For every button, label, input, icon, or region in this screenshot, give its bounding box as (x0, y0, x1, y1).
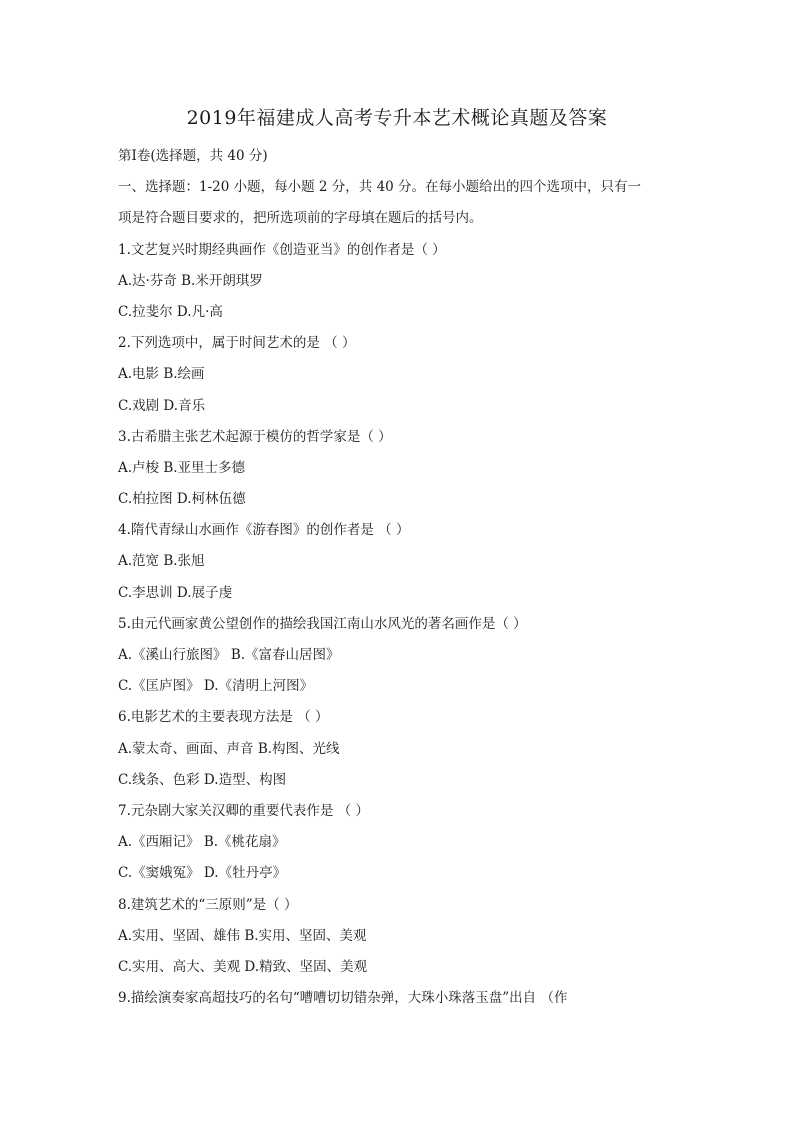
question-3-options-cd: C.柏拉图 D.柯林伍德 (118, 491, 246, 508)
question-5-options-ab: A.《溪山行旅图》 B.《富春山居图》 (118, 647, 340, 663)
document-body (118, 141, 683, 1014)
question-9: 9.描绘演奏家高超技巧的名句“嘈嘈切切错杂弹，大珠小珠落玉盘”出自 （作 (118, 990, 568, 1007)
question-5: 5.由元代画家黄公望创作的描绘我国江南山水风光的著名画作是（ ） (118, 615, 527, 632)
section-heading: 第Ⅰ卷(选择题，共 40 分) (118, 148, 268, 164)
question-1: 1.文艺复兴时期经典画作《创造亚当》的创作者是（ ） (118, 241, 446, 258)
question-3-options-ab: A.卢梭 B.亚里士多德 (118, 459, 246, 476)
question-1-options-cd: C.拉斐尔 D.凡·高 (118, 303, 223, 320)
question-6: 6.电影艺术的主要表现方法是 （ ） (118, 709, 329, 726)
question-7-options-ab: A.《西厢记》 B.《桃花扇》 (118, 834, 286, 851)
question-6-options-cd: C.线条、色彩 D.造型、构图 (118, 771, 287, 788)
question-8-options-ab: A.实用、坚固、雄伟 B.实用、坚固、美观 (118, 927, 367, 944)
question-8-options-cd: C.实用、高大、美观 D.精致、坚固、美观 (118, 958, 368, 975)
question-4-options-cd: C.李思训 D.展子虔 (118, 584, 233, 601)
question-2: 2.下列选项中，属于时间艺术的是 （ ） (118, 335, 356, 352)
question-4-options-ab: A.范宽 B.张旭 (118, 553, 205, 570)
document-title: 2019年福建成人高考专升本艺术概论真题及答案 (186, 107, 608, 129)
question-2-options-ab: A.电影 B.绘画 (118, 366, 205, 383)
question-3: 3.古希腊主张艺术起源于模仿的哲学家是（ ） (118, 428, 392, 445)
question-1-options-ab: A.达·芬奇 B.米开朗琪罗 (118, 272, 263, 289)
question-8: 8.建筑艺术的“三原则”是（ ） (118, 896, 298, 913)
question-7: 7.元杂剧大家关汉卿的重要代表作是 （ ） (118, 802, 369, 819)
question-7-options-cd: C.《窦娥冤》 D.《牡丹亭》 (118, 865, 287, 882)
instructions-line-2: 项是符合题目要求的，把所选项前的字母填在题后的括号内。 (118, 210, 483, 227)
question-5-options-cd: C.《匡庐图》 D.《清明上河图》 (118, 678, 314, 695)
question-2-options-cd: C.戏剧 D.音乐 (118, 397, 206, 414)
question-6-options-ab: A.蒙太奇、画面、声音 B.构图、光线 (118, 740, 340, 757)
instructions-line-1: 一、选择题：1-20 小题，每小题 2 分，共 40 分。在每小题给出的四个选项中，只有一 (118, 179, 642, 196)
question-4: 4.隋代青绿山水画作《游春图》的创作者是 （ ） (118, 522, 410, 539)
